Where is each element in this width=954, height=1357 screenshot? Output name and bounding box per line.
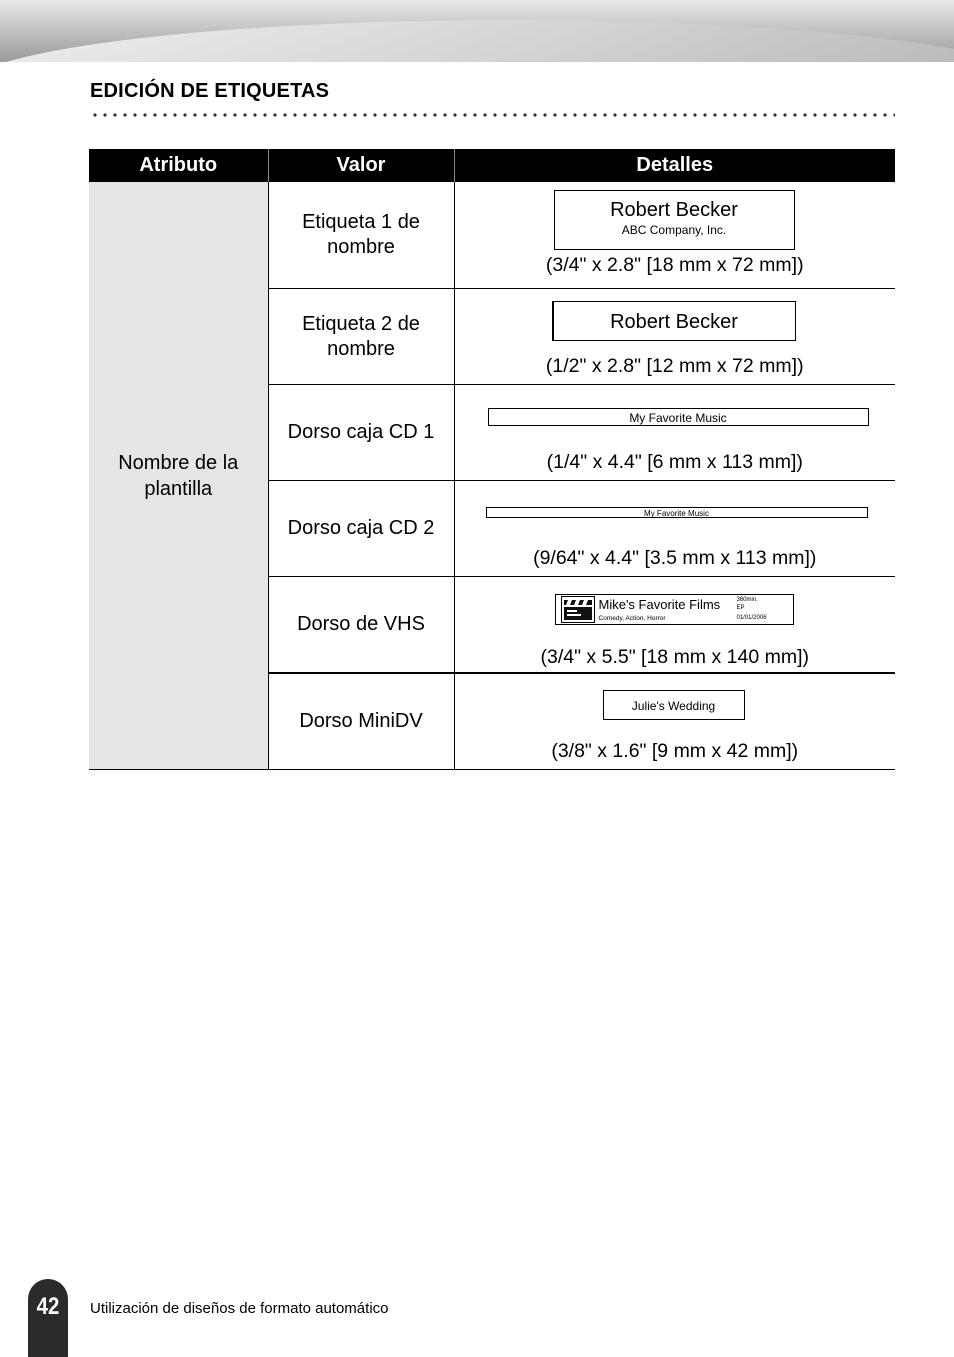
label-preview [488,408,869,426]
label-preview [552,301,796,341]
label-size: (3/4" x 5.5" [18 mm x 140 mm]) [540,646,809,668]
section-title: EDICIÓN DE ETIQUETAS [90,80,330,102]
value-cell [268,673,454,770]
label-text-duration: 360min. [736,597,758,603]
label-text: Julie's Wedding [631,699,716,713]
label-preview [603,690,745,720]
header-band [0,0,954,62]
attribute-line-2: plantilla [144,477,213,500]
label-text: My Favorite Music [629,411,727,425]
value-line-1: Dorso caja CD 2 [287,517,435,539]
table-header-row [89,149,895,182]
clapperboard-icon [561,596,595,623]
value-line-2: nombre [327,337,395,360]
details-cell [454,577,895,674]
details-cell [454,673,895,770]
details-cell [454,182,895,289]
label-text-company: ABC Company, Inc. [621,223,727,237]
label-size: (3/8" x 1.6" [9 mm x 42 mm]) [551,740,799,762]
label-text-name: Robert Becker [610,311,738,333]
value-line-1: Etiqueta 1 de [302,211,420,233]
value-line-1: Dorso MiniDV [299,710,423,732]
attribute-cell [89,182,268,770]
value-cell [268,385,454,481]
details-cell [454,385,895,481]
value-cell [268,481,454,577]
label-size: (9/64" x 4.4" [3.5 mm x 113 mm]) [533,547,817,569]
dotted-divider [90,112,895,118]
label-size: (1/4" x 4.4" [6 mm x 113 mm]) [546,451,803,473]
label-preview [555,594,794,625]
value-line-1: Dorso caja CD 1 [287,421,435,443]
label-text-title: Mike's Favorite Films [598,597,721,612]
details-cell [454,481,895,577]
value-line-1: Dorso de VHS [297,613,425,635]
label-text-genres: Comedy, Action, Horror [598,615,666,622]
attribute-line-1: Nombre de la [118,451,239,474]
value-line-2: nombre [327,236,395,258]
label-text: My Favorite Music [644,509,709,518]
page-number: 42 [36,1293,60,1320]
label-size: (3/4" x 2.8" [18 mm x 72 mm]) [545,254,804,276]
label-preview [554,190,795,250]
header-atributo: Atributo [89,149,268,182]
value-cell [268,182,454,289]
table-row [89,182,895,289]
template-table [89,149,895,770]
header-detalles: Detalles [454,149,895,182]
value-cell [268,577,454,674]
header-valor: Valor [268,149,454,182]
details-cell [454,289,895,385]
label-preview [486,507,868,518]
label-size: (1/2" x 2.8" [12 mm x 72 mm]) [545,355,804,377]
label-text-name: Robert Becker [610,199,738,221]
value-line-1: Etiqueta 2 de [302,312,420,335]
label-text-mode: EP [736,605,745,611]
value-cell [268,289,454,385]
label-text-date: 01/01/2006 [736,615,767,621]
footer-text: Utilización de diseños de formato automático [90,1300,389,1317]
